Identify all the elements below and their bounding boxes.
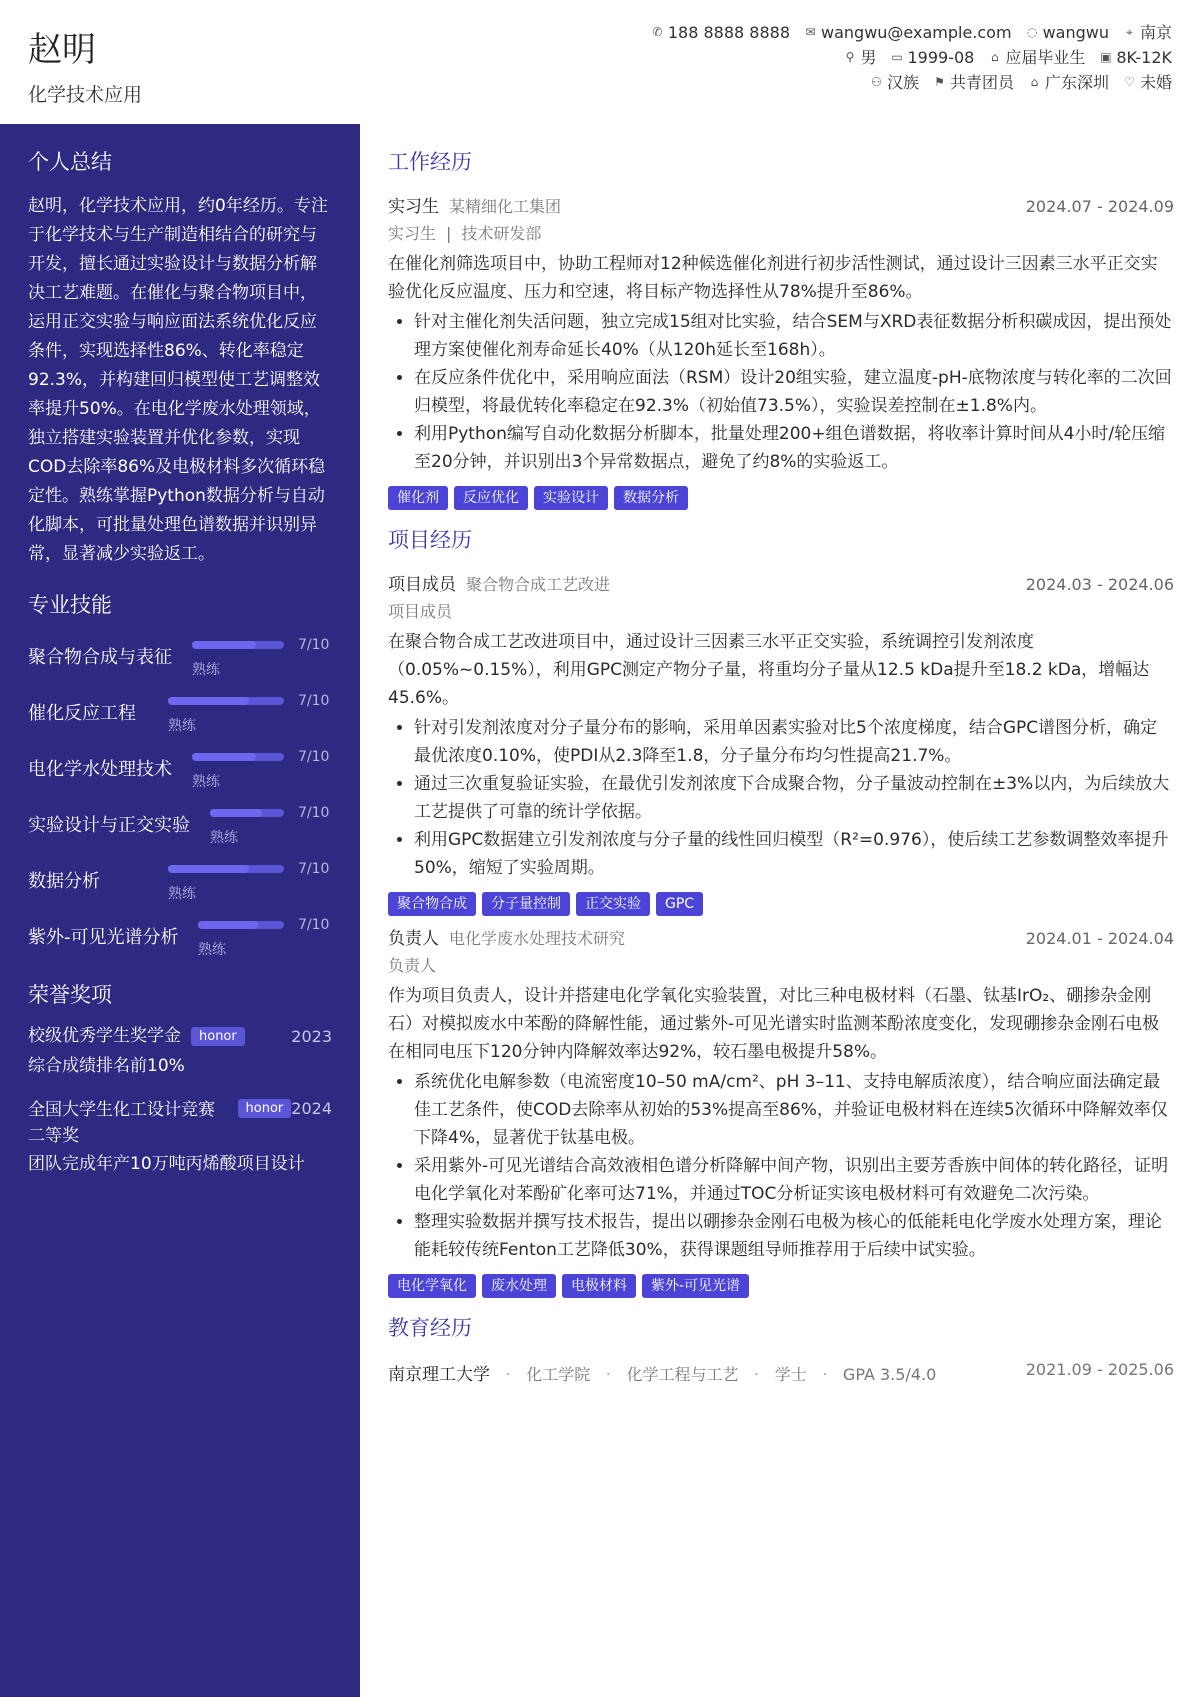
project-date: 2024.03 - 2024.06 [1025,575,1174,594]
skill-level: 熟练 [210,830,238,846]
skill-score: 7/10 [298,693,330,709]
email-text: wangwu@example.com [821,23,1012,42]
summary-text: 赵明，化学技术应用，约0年经历。专注于化学技术与生产制造相结合的研究与开发，擅长通过实验设计与数据分析解决工艺难题。在催化与聚合物项目中，运用正交实验与响应面法系统优化反应条件，实现选择性86%、转化率稳定92.3%，并构建回归模型使工艺调整效率提升50%。在电化学废水处理领域，独立搭建实验装置并优化参数，实现COD去除率86%及电极材料多次循环稳定性。熟练掌握Python数据分析与自动化脚本，可批量处理色谱数据并识别异常，显著减少实验返工。 [28,196,328,564]
award-desc: 综合成绩排名前10% [28,1056,185,1076]
gpa: GPA 3.5/4.0 [842,1365,937,1384]
tag: GPC [656,892,703,916]
bullet-item: • 针对引发剂浓度对分子量分布的影响，采用单因素实验对比5个浓度梯度，结合GPC谱图分析，确定最优浓度0.10%，使PDI从2.3降至1.8，分子量分布均匀性提高21.7%。 [414,714,1174,770]
city-text: 南京 [1139,23,1172,42]
project-name: 电化学废水处理技术研究 [449,929,626,948]
wechat-text: wangwu [1042,23,1109,42]
tag: 正交实验 [576,892,650,916]
skill-score: 7/10 [298,637,330,653]
skill-bar-fill [168,697,249,705]
skill-level: 熟练 [168,718,196,734]
awards-heading: 荣誉奖项 [28,983,112,1007]
award-name: 全国大学生化工设计竞赛二等奖 [28,1100,215,1146]
job-sub [388,221,1174,244]
tag: 反应优化 [454,486,528,510]
skills-heading: 专业技能 [28,593,112,617]
project-date: 2024.01 - 2024.04 [1025,929,1174,948]
skill-bar-fill [198,921,258,929]
skill-name: 数据分析 [28,871,100,892]
user-icon: ⚲ [845,50,855,64]
job-sub-role: 实习生 [388,224,437,243]
separator-dot: · [822,1365,828,1385]
tag: 电化学氧化 [388,1274,476,1298]
separator-dot: · [605,1365,612,1385]
contact-info [651,20,1172,95]
bullet-item: • 系统优化电解参数（电流密度10–50 mA/cm²、pH 3–11、支持电解质浓度），结合响应面法确定最佳工艺条件，使COD去除率从初始的53%提高至86%，并验证电极材料在连续5次循环中降解效率仅下降4%，显著优于钛基电极。 [414,1068,1174,1152]
award-desc: 团队完成年产10万吨丙烯酸项目设计 [28,1154,305,1174]
school-name: 南京理工大学 [388,1365,490,1385]
job-sub-dept: 技术研发部 [461,224,542,243]
bullet-item: • 在反应条件优化中，采用响应面法（RSM）设计20组实验，建立温度-pH-底物浓度与转化率的二次回归模型，将最优转化率稳定在92.3%（初始值73.5%），实验误差控制在±1.8%内。 [414,364,1174,420]
job-org: 某精细化工集团 [449,197,562,216]
flag-icon: ⚑ [934,75,945,89]
skill-name: 聚合物合成与表征 [28,647,172,668]
award-year: 2024 [291,1099,332,1118]
award-item [28,1023,332,1079]
building-icon: ⌂ [991,50,999,64]
skill-bar [168,697,284,705]
project-role: 负责人 [388,929,439,949]
project-bullets [388,1068,1174,1264]
people-icon: ⚇ [871,75,882,89]
project-desc: 作为项目负责人，设计并搭建电化学氧化实验装置，对比三种电极材料（石墨、钛基IrO₂、硼掺杂金刚石）对模拟废水中苯酚的降解性能，通过紫外-可见光谱实时监测苯酚浓度变化，发现硼掺杂金刚石电极在相同电压下120分钟内降解效率达92%，较石墨电极提升58%。 [388,986,1160,1062]
skill-bar [192,641,284,649]
skill-name: 实验设计与正交实验 [28,815,190,836]
skill-item [28,913,360,969]
project-item [388,924,1174,1298]
skill-score: 7/10 [298,805,330,821]
skill-level: 熟练 [198,942,226,958]
skill-bar-fill [192,641,256,649]
hometown-text: 广东深圳 [1044,73,1109,92]
skill-level: 熟练 [192,774,220,790]
job-bullets [388,308,1174,476]
skill-bar [210,809,284,817]
ethnicity-text: 汉族 [886,73,919,92]
tag: 电极材料 [562,1274,636,1298]
education-heading: 教育经历 [388,1316,472,1340]
skill-bar [168,865,284,873]
birth-text: 1999-08 [907,48,975,67]
project-name: 聚合物合成工艺改进 [466,575,611,594]
college: 化工学院 [526,1365,591,1384]
status-text: 应届毕业生 [1005,48,1086,67]
marital-text: 未婚 [1139,73,1172,92]
tag: 数据分析 [614,486,688,510]
tag: 紫外-可见光谱 [642,1274,749,1298]
bullet-item: • 针对主催化剂失活问题，独立完成15组对比实验，结合SEM与XRD表征数据分析积碳成因，提出预处理方案使催化剂寿命延长40%（从120h延长至168h）。 [414,308,1174,364]
tag-list [388,486,1174,510]
skill-item [28,745,360,801]
calendar-icon: ▭ [891,50,903,64]
project-desc: 在聚合物合成工艺改进项目中，通过设计三因素三水平正交实验，系统调控引发剂浓度（0.05%~0.15%），利用GPC测定产物分子量，将重均分子量从12.5 kDa提升至18.2 kDa，增幅达45.6%。 [388,632,1150,708]
skill-bar [192,753,284,761]
skill-level: 熟练 [192,662,220,678]
skill-item [28,857,360,913]
skill-score: 7/10 [298,749,330,765]
location-icon: ⌖ [1126,25,1133,39]
skill-bar [198,921,284,929]
salary-text: 8K-12K [1116,48,1172,67]
sidebar [0,124,360,1697]
skill-item [28,689,360,745]
skill-bar-fill [210,809,262,817]
job-desc: 在催化剂筛选项目中，协助工程师对12种候选催化剂进行初步活性测试，通过设计三因素三水平正交实验优化反应温度、压力和空速，将目标产物选择性从78%提升至86%。 [388,254,1158,302]
tag: 分子量控制 [482,892,570,916]
money-icon: ▣ [1100,50,1112,64]
skill-item [28,801,360,857]
skill-level: 熟练 [168,886,196,902]
bullet-item: • 利用GPC数据建立引发剂浓度与分子量的线性回归模型（R²=0.976），使后续工艺参数调整效率提升50%，缩短了实验周期。 [414,826,1174,882]
gender-text: 男 [860,48,877,67]
project-item [388,570,1174,916]
tag-list [388,1274,1174,1298]
skill-name: 紫外-可见光谱分析 [28,927,179,948]
separator-dot: · [753,1365,760,1385]
skills-list [28,633,360,969]
bullet-item: • 通过三次重复验证实验，在最优引发剂浓度下合成聚合物，分子量波动控制在±3%以内，为后续放大工艺提供了可靠的统计学依据。 [414,770,1174,826]
major: 化学工程与工艺 [626,1365,739,1384]
skill-bar-fill [192,753,256,761]
award-name: 校级优秀学生奖学金 [28,1026,181,1046]
bullet-item: • 采用紫外-可见光谱结合高效液相色谱分析降解中间产物，识别出主要芳香族中间体的转化路径，证明电化学氧化对苯酚矿化率可达71%，并通过TOC分析证实该电极材料可有效避免二次污染。 [414,1152,1174,1208]
email-icon: ✉ [805,25,816,39]
work-heading: 工作经历 [388,150,472,174]
skill-score: 7/10 [298,861,330,877]
candidate-title: 化学技术应用 [28,84,143,106]
award-badge: honor [191,1027,245,1046]
home-icon: ⌂ [1030,75,1039,89]
tag: 实验设计 [534,486,608,510]
skill-name: 催化反应工程 [28,703,136,724]
summary-heading: 个人总结 [28,150,112,174]
wechat-icon: ◌ [1026,25,1038,39]
bullet-item: • 利用Python编写自动化数据分析脚本，批量处理200+组色谱数据，将收率计算时间从4小时/轮压缩至20分钟，并识别出3个异常数据点，避免了约8%的实验返工。 [414,420,1174,476]
separator-dot: · [505,1365,511,1385]
separator: | [446,224,452,243]
tag-list [388,892,1174,916]
political-text: 共青团员 [949,73,1014,92]
job-date: 2024.07 - 2024.09 [1025,197,1174,216]
project-bullets [388,714,1174,882]
degree: 学士 [774,1365,807,1384]
skill-name: 电化学水处理技术 [28,759,172,780]
project-role: 项目成员 [388,575,456,595]
tag: 催化剂 [388,486,448,510]
heart-icon: ♡ [1124,75,1135,89]
skill-item [28,633,360,689]
education-date: 2021.09 - 2025.06 [1025,1360,1174,1379]
phone-text: 188 8888 8888 [667,23,791,42]
award-year: 2023 [291,1026,332,1046]
skill-score: 7/10 [298,917,330,933]
skill-bar-fill [168,865,249,873]
tag: 聚合物合成 [388,892,476,916]
work-item [388,192,1174,510]
education-item [388,1360,1174,1385]
job-role: 实习生 [388,197,439,217]
award-item [28,1097,332,1177]
candidate-name: 赵明 [28,30,96,70]
main-content [388,124,1174,1385]
resume-header [0,0,1200,124]
projects-heading: 项目经历 [388,528,472,552]
project-sub: 负责人 [388,956,437,975]
tag: 废水处理 [482,1274,556,1298]
project-sub: 项目成员 [388,602,453,621]
phone-icon: ✆ [652,25,663,39]
award-badge: honor [238,1099,292,1118]
bullet-item: • 整理实验数据并撰写技术报告，提出以硼掺杂金刚石电极为核心的低能耗电化学废水处理方案，理论能耗较传统Fenton工艺降低30%，获得课题组导师推荐用于后续中试实验。 [414,1208,1174,1264]
